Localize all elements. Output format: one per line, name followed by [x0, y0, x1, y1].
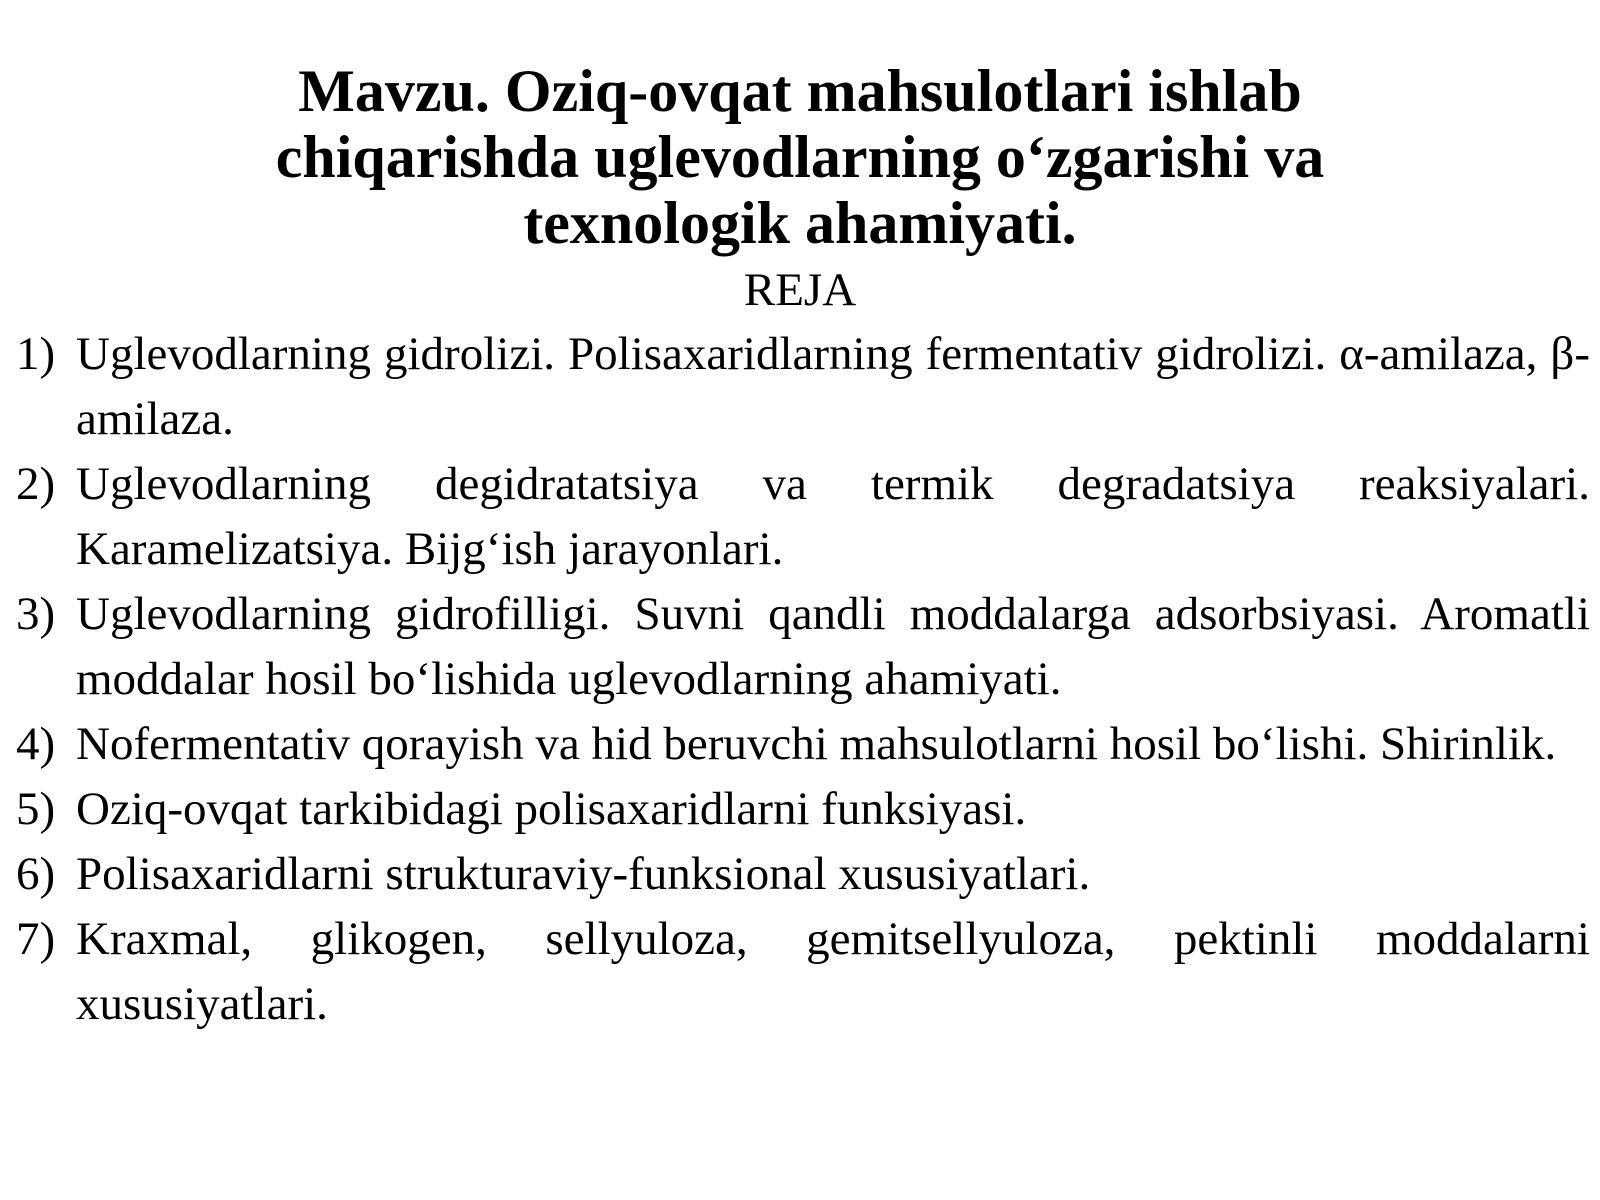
- plan-item-number: 5): [16, 783, 56, 835]
- plan-item-text: Oziq-ovqat tarkibidagi polisaxaridlarni funksiyasi.: [76, 783, 1027, 835]
- plan-list: [16, 322, 1590, 1037]
- plan-item-number: 7): [16, 913, 56, 965]
- plan-item-text: Uglevodlarning gidrolizi. Polisaxaridlarning fermentativ gidrolizi. α-amilaza, β-amilaza.: [76, 328, 1590, 445]
- plan-item-number: 6): [16, 848, 56, 900]
- plan-item-2: [16, 452, 1590, 582]
- plan-item-number: 4): [16, 718, 56, 770]
- plan-item-1: [16, 322, 1590, 452]
- plan-item-number: 1): [16, 328, 56, 380]
- plan-item-text: Uglevodlarning degidratatsiya va termik degradatsiya reaksiyalari. Karamelizatsiya. Bijg‘ish jarayonlari.: [76, 458, 1590, 575]
- plan-item-text: Polisaxaridlarni strukturaviy-funksional xususiyatlari.: [76, 848, 1091, 900]
- plan-heading: REJA: [743, 264, 857, 316]
- plan-item-5: [16, 777, 1590, 842]
- plan-item-text: Uglevodlarning gidrofilligi. Suvni qandli moddalarga adsorbsiyasi. Aromatli moddalar hosil bo‘lishida uglevodlarning ahamiyati.: [76, 588, 1590, 705]
- plan-item-3: [16, 582, 1590, 712]
- plan-item-text: Nofermentativ qorayish va hid beruvchi mahsulotlarni hosil bo‘lishi. Shirinlik.: [76, 718, 1557, 770]
- plan-item-number: 3): [16, 588, 56, 640]
- plan-item-text: Kraxmal, glikogen, sellyuloza, gemitsellyuloza, pektinli moddalarni xususiyatlari.: [76, 913, 1590, 1030]
- plan-item-4: [16, 712, 1590, 777]
- plan-item-7: [16, 907, 1590, 1037]
- plan-item-6: [16, 842, 1590, 907]
- plan-item-number: 2): [16, 458, 56, 510]
- slide-title: Mavzu. Oziq-ovqat mahsulotlari ishlab chiqarishda uglevodlarning o‘zgarishi va texnologik ahamiyati.: [275, 58, 1325, 256]
